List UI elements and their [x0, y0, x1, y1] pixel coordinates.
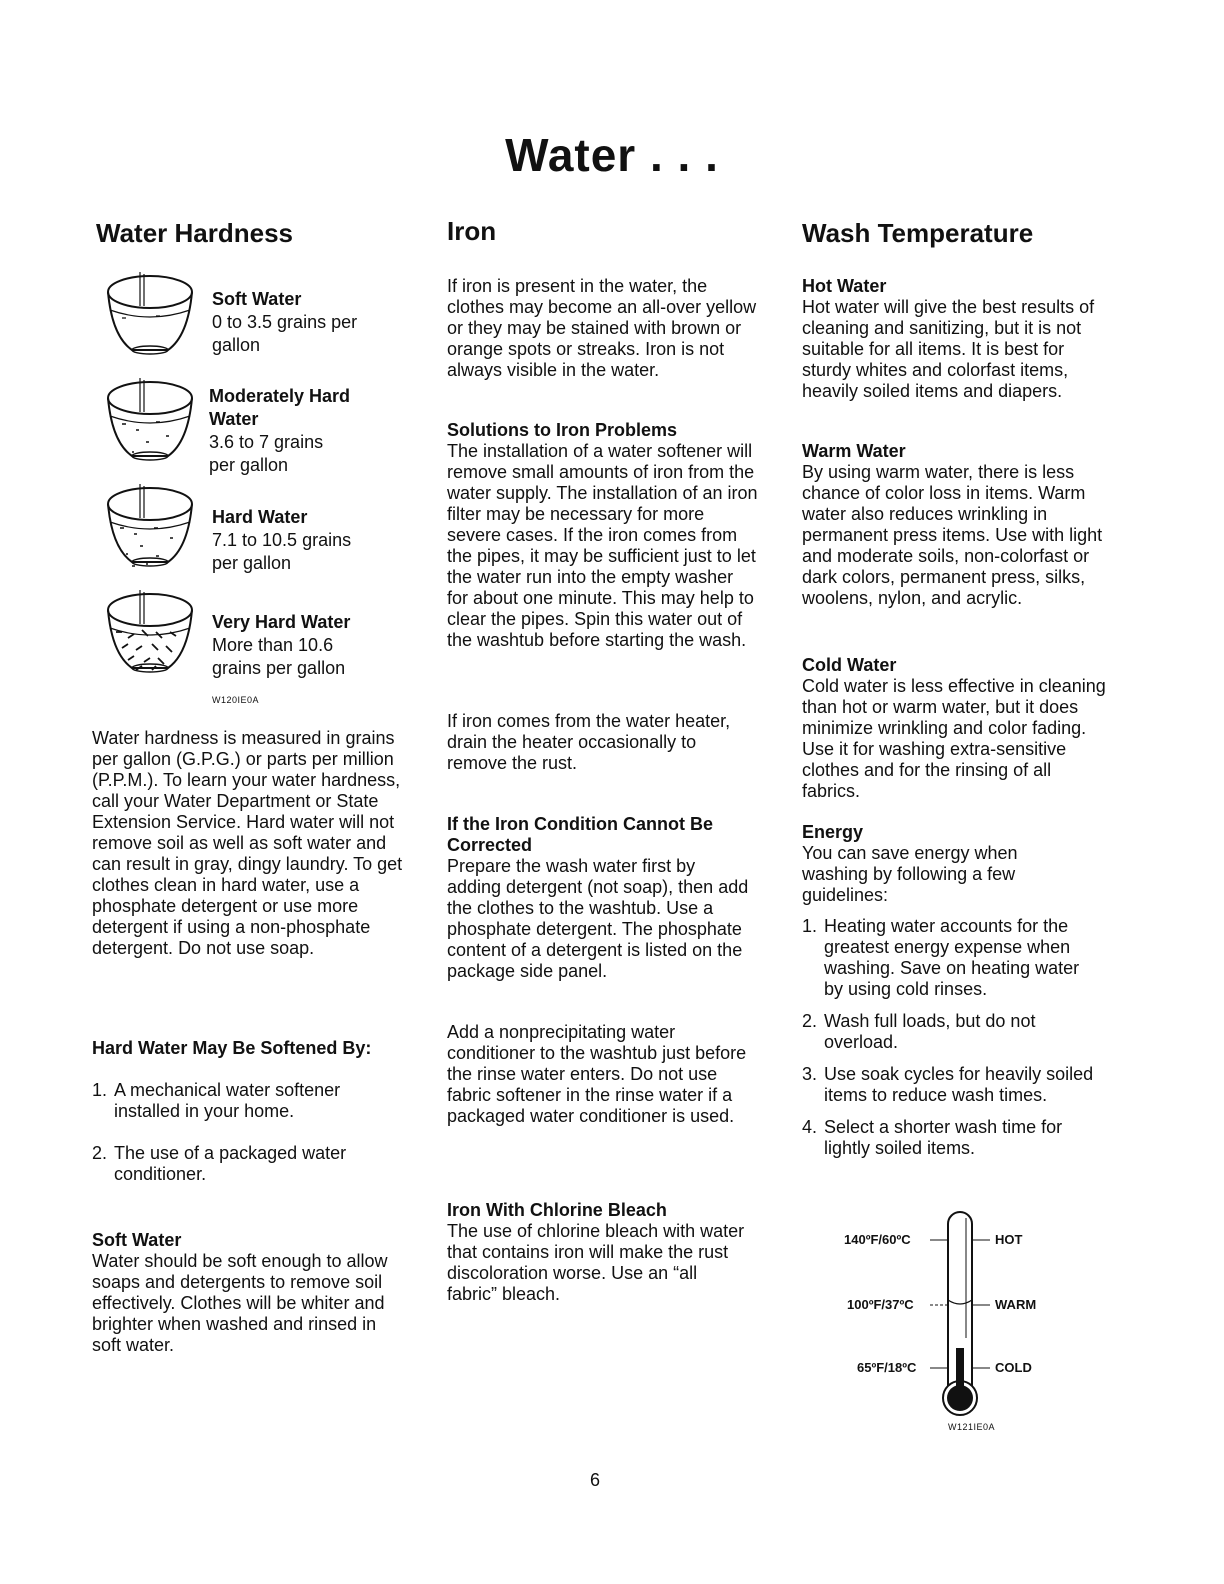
iron-heater-text: If iron comes from the water heater, drain the heater occasionally to remove the rust. [447, 711, 731, 773]
list-item: 2. The use of a packaged water conditioner. [92, 1143, 347, 1184]
cold-water-heading: Cold Water [802, 655, 897, 675]
list-item: 1. A mechanical water softener installed in your home. [92, 1080, 341, 1121]
hardness-level-value: 0 to 3.5 grains per gallon [212, 312, 358, 355]
cold-water-text: Cold water is less effective in cleaning than hot or warm water, but it does minimize wrinkling and color fading. Use it for washing extra-sensitive clothes and for the rinsing of all fabrics. [802, 676, 1106, 801]
iron-heading: Iron [447, 216, 497, 246]
hardness-level-name: Soft Water [212, 289, 302, 309]
iron-bleach-heading: Iron With Chlorine Bleach [447, 1200, 667, 1220]
list-item: 2. Wash full loads, but do not overload. [802, 1011, 1036, 1052]
page-number: 6 [590, 1470, 601, 1490]
iron-cannot-heading: If the Iron Condition Cannot Be Corrected [447, 814, 713, 855]
warm-water-heading: Warm Water [802, 441, 906, 461]
iron-solutions-text: The installation of a water softener will remove small amounts of iron from the water supply. The installation of an iron filter may be necessary for more severe cases. If the iron comes from the pipes, it may be sufficient just to let the water run into the empty washer for about one minute. This may help to clear the pipes. Spin this water out of the washtub before starting the wash. [447, 441, 758, 650]
hardness-level-name: Very Hard Water [212, 612, 351, 632]
warm-water-text: By using warm water, there is less chance of color loss in items. Warm water also reduces wrinkling in permanent press items. Use with light and moderate soils, non-colorfast or dark colors, permanent press, silks, woolens, nylon, and acrylic. [802, 462, 1103, 608]
hardness-level-moderate [209, 385, 389, 477]
hardness-figure-code: W120IE0A [212, 695, 260, 705]
energy-text: You can save energy when washing by following a few guidelines: [802, 843, 1018, 905]
thermometer-hot-label: HOT [995, 1232, 1023, 1247]
hot-water-text: Hot water will give the best results of cleaning and sanitizing, but it is not suitable for all items. It is best for sturdy whites and colorfast items, heavily soiled items and diapers. [802, 297, 1095, 401]
soft-water-text: Water should be soft enough to allow soaps and detergents to remove soil effectively. Clothes will be whiter and brighter when washed and rinsed in soft water. [92, 1251, 388, 1355]
hardness-level-hard [212, 506, 382, 575]
hot-water-heading: Hot Water [802, 276, 887, 296]
water-hardness-heading: Water Hardness [96, 218, 293, 248]
hardness-level-value: 3.6 to 7 grains per gallon [209, 432, 324, 475]
hardness-level-name: Moderately Hard Water [209, 386, 351, 429]
wash-temperature-heading: Wash Temperature [802, 218, 1034, 248]
hardness-level-very-hard [212, 611, 387, 680]
thermometer-figure-code: W121IE0A [948, 1422, 996, 1432]
thermometer-hot-temp: 140ºF/60ºC [844, 1232, 911, 1247]
hardness-softened-list [92, 1080, 402, 1185]
hardness-intro-text: Water hardness is measured in grains per gallon (G.P.G.) or parts per million (P.P.M.). To learn your water hardness, call your Water Department or State Extension Service. Hard water will not remove soil as well as soft water and can result in gray, dingy laundry. To get clothes clean in hard water, use a phosphate detergent or use more detergent if using a non-phosphate detergent. Do not use soap. [92, 728, 403, 958]
iron-intro-text: If iron is present in the water, the clothes may become an all-over yellow or they may be stained with brown or orange spots or streaks. Iron is not always visible in the water. [447, 276, 757, 380]
hardness-softened-heading: Hard Water May Be Softened By: [92, 1038, 372, 1058]
list-item: 3. Use soak cycles for heavily soiled items to reduce wash times. [802, 1064, 1094, 1105]
thermometer-cold-temp: 65ºF/18ºC [857, 1360, 917, 1375]
hardness-level-value: 7.1 to 10.5 grains per gallon [212, 530, 352, 573]
moderately-hard-water-bucket-icon [108, 378, 192, 460]
iron-bleach-text: The use of chlorine bleach with water that contains iron will make the rust discoloration worse. Use an “all fabric” bleach. [447, 1221, 745, 1304]
hardness-level-soft [212, 288, 382, 357]
energy-heading: Energy [802, 822, 864, 842]
iron-cannot-text: Prepare the wash water first by adding detergent (not soap), then add the clothes to the washtub. Use a phosphate detergent. The phosphate content of a detergent is listed on the package side panel. [447, 856, 749, 981]
hardness-level-name: Hard Water [212, 507, 308, 527]
thermometer-illustration [930, 1208, 990, 1420]
list-item: 1. Heating water accounts for the greatest energy expense when washing. Save on heating water by using cold rinses. [802, 916, 1080, 999]
water-hardness-buckets-illustration [96, 266, 204, 696]
hard-water-bucket-icon [108, 484, 192, 566]
list-item: 4. Select a shorter wash time for lightly soiled items. [802, 1117, 1063, 1158]
iron-conditioner-text: Add a nonprecipitating water conditioner to the washtub just before the rinse water enters. Do not use fabric softener in the rinse water if a packaged water conditioner is used. [447, 1022, 747, 1126]
thermometer-warm-temp: 100ºF/37ºC [847, 1297, 914, 1312]
thermometer-warm-label: WARM [995, 1297, 1037, 1312]
soft-water-bucket-icon [108, 272, 192, 354]
iron-solutions-heading: Solutions to Iron Problems [447, 420, 678, 440]
thermometer-cold-label: COLD [995, 1360, 1032, 1375]
very-hard-water-bucket-icon [108, 590, 192, 672]
energy-list [802, 916, 1102, 1159]
soft-water-heading: Soft Water [92, 1230, 182, 1250]
hardness-level-value: More than 10.6 grains per gallon [212, 635, 346, 678]
page-title: Water . . . [505, 129, 719, 181]
